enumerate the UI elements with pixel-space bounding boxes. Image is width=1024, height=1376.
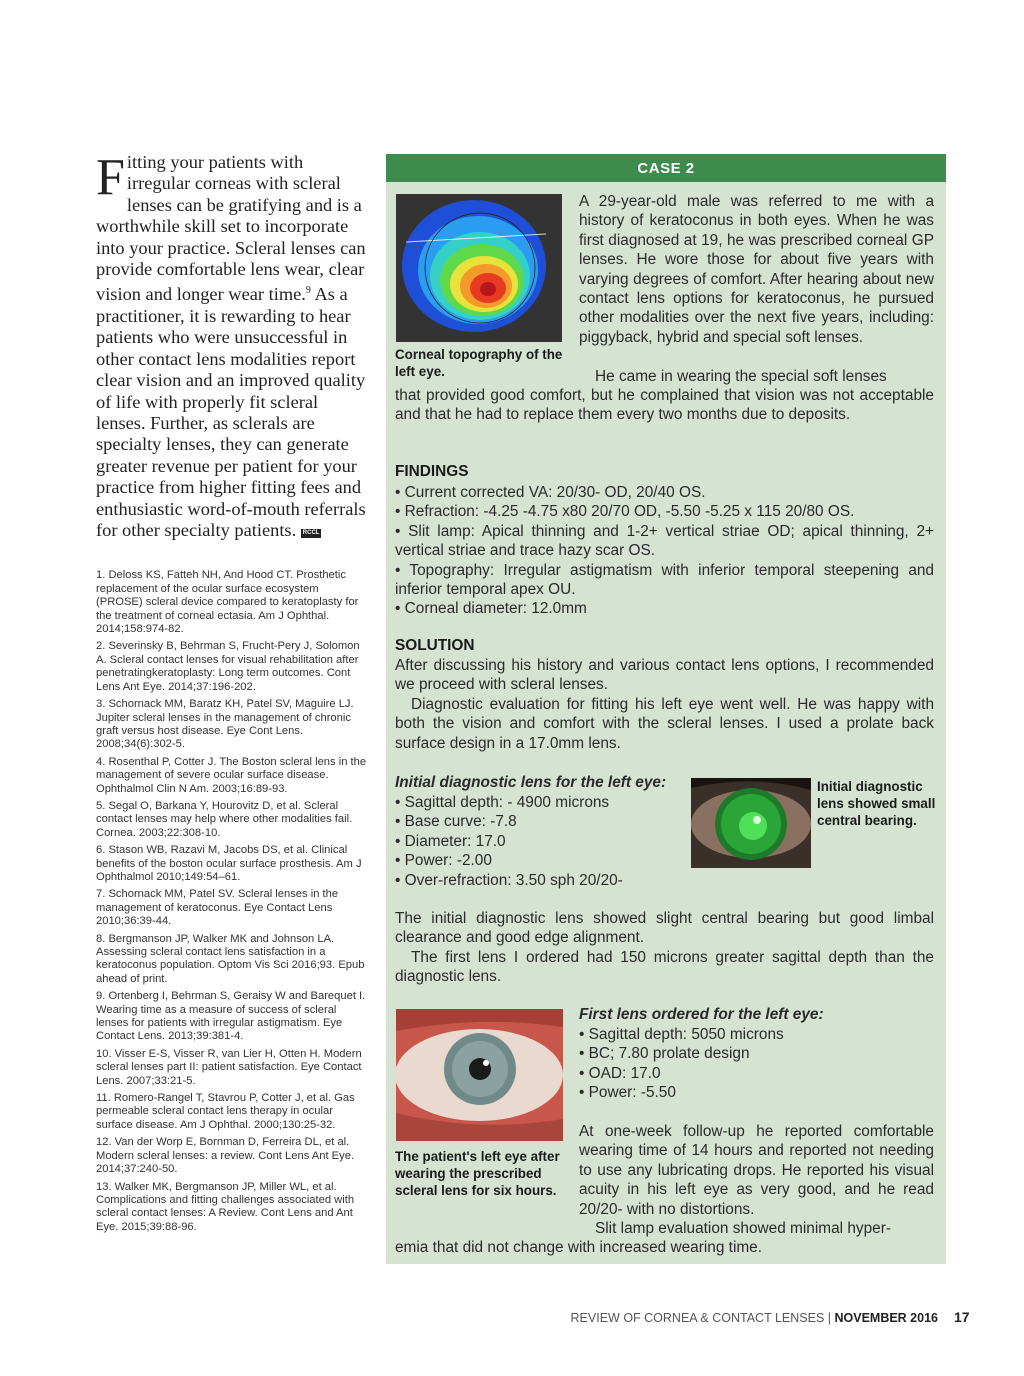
- first-lens-list: [579, 1025, 934, 1103]
- reference-item: 7. Schornack MM, Patel SV. Scleral lenses in the management of keratoconus. Eye Contact Lens 2010;36:39-44.: [96, 888, 339, 928]
- diagnostic-item: • Sagittal depth: - 4900 microns: [395, 794, 610, 811]
- reference-item: 6. Stason WB, Razavi M, Jacobs DS, et al. Clinical benefits of the boston ocular surface prosthesis. Am J Ophthalmol 2010;149:54–61.: [96, 844, 362, 883]
- footer-separator: |: [824, 1311, 835, 1325]
- reference-item: 5. Segal O, Barkana Y, Hourovitz D, et al. Scleral contact lenses may help where other modalities fail. Cornea. 2003;22:308-10.: [96, 799, 353, 839]
- first-lens-item: • Sagittal depth: 5050 microns: [579, 1026, 784, 1043]
- solution-heading: SOLUTION: [395, 637, 475, 654]
- finding-item: • Corneal diameter: 12.0mm: [395, 600, 587, 618]
- followup-paragraph: At one-week follow-up he reported comfortable wearing time of 14 hours and reported not needing to use any lubricating drops. He reported his visual acuity in his left eye as very good, and he read 20/20- with no distortions.: [579, 1123, 934, 1218]
- finding-item: • Current corrected VA: 20/30- OD, 20/40 OS.: [395, 484, 706, 501]
- rccl-logo: RCCL: [302, 530, 320, 537]
- finding-item: • Topography: Irregular astigmatism with inferior temporal steepening and inferior temporal apex OU.: [395, 561, 934, 599]
- eye-fluorescein-icon: [691, 778, 811, 868]
- topography-map-icon: [396, 194, 562, 342]
- findings-heading: FINDINGS: [395, 463, 469, 480]
- reference-item: 13. Walker MK, Bergmanson JP, Miller WL, et al. Complications and fitting challenges associated with scleral contact lenses: A Review. Cont Lens and Ant Eye. 2015;39:88-96.: [96, 1180, 355, 1233]
- fluorescein-eye-image: [691, 778, 811, 868]
- reference-item: 10. Visser E-S, Visser R, van Lier H, Otten H. Modern scleral lenses part II: patient satisfaction. Eye Contact Lens. 2007;33:21-5.: [96, 1047, 362, 1087]
- journal-name: REVIEW OF CORNEA & CONTACT LENSES: [570, 1311, 825, 1325]
- case-sidebar: [386, 154, 946, 1264]
- diagnostic-caption: Initial diagnostic lens showed small central bearing.: [817, 779, 936, 828]
- followup-paragraph-2-start: Slit lamp evaluation showed minimal hyper-: [595, 1220, 891, 1237]
- case-intro: A 29-year-old male was referred to me with a history of keratoconus in both eyes. When he was first diagnosed at 19, he was prescribed corneal GP lenses. He wore those for about five years with varying degrees of comfort. After hearing about new contact lens options for keratoconus, he pursued other modalities over the next five years, including: piggyback, hybrid and special soft lenses.: [579, 193, 934, 346]
- left-column: [96, 149, 368, 1238]
- first-lens-item: • Power: -5.50: [579, 1084, 676, 1102]
- reference-item: 8. Bergmanson JP, Walker MK and Johnson LA. Assessing scleral contact lens satisfaction in a keratoconus population. Optom Vis Sci 2016;93. Epub ahead of print.: [96, 932, 365, 985]
- page-number: 17: [954, 1309, 970, 1325]
- issue-date: NOVEMBER 2016: [834, 1311, 938, 1325]
- topography-image: [396, 194, 562, 342]
- diagnostic-paragraph-2: The first lens I ordered had 150 microns greater sagittal depth than the diagnostic lens.: [395, 949, 934, 986]
- case-title: CASE 2: [386, 154, 946, 182]
- reference-item: 11. Romero-Rangel T, Stavrou P, Cotter J, et al. Gas permeable scleral contact lens therapy in ocular surface disease. Am J Ophthal. 2000;130:25-32.: [96, 1092, 355, 1131]
- references-list: [96, 569, 368, 1234]
- reference-item: 4. Rosenthal P, Cotter J. The Boston scleral lens in the management of severe ocular surface disease. Ophthalmol Clin N Am. 2003;16:89-93.: [96, 755, 367, 795]
- reference-item: 9. Ortenberg I, Behrman S, Geraisy W and Barequet I. Wearing time as a measure of success of scleral lenses for patients with irregular astigmatism. Eye Contact Lens. 2013;39:381-4.: [96, 990, 366, 1043]
- page-footer: [571, 1311, 938, 1325]
- intro-paragraph: [96, 149, 368, 541]
- diagnostic-lens-heading: Initial diagnostic lens for the left eye:: [395, 774, 667, 791]
- intro-text-2: As a practitioner, it is rewarding to hear patients who were unsuccessful in other contact lens modalities report clear vision and an improved quality of life with properly fit scleral lenses. Further, as sclerals are specialty lenses, they can generate greater revenue per patient for your practice from higher fitting fees and enthusiastic word-of-mouth referrals for other specialty patients.: [96, 284, 366, 541]
- topography-caption: Corneal topography of the left eye.: [395, 347, 563, 379]
- diagnostic-paragraph-1: The initial diagnostic lens showed slight central bearing but good limbal clearance and good edge alignment.: [395, 910, 934, 947]
- solution-paragraph-1: After discussing his history and various contact lens options, I recommended we proceed with scleral lenses.: [395, 657, 934, 694]
- diagnostic-lens-list: [395, 793, 685, 890]
- diagnostic-item: • Power: -2.00: [395, 852, 492, 870]
- diagnostic-item: • Over-refraction: 3.50 sph 20/20-: [395, 871, 623, 889]
- reference-item: 3. Schornack MM, Baratz KH, Patel SV, Maguire LJ. Jupiter scleral lenses in the management of chronic graft versus host disease. Eye Cont Lens. 2008;34(6):302-5.: [96, 698, 354, 751]
- intro-text: itting your patients with irregular corneas with scleral lenses can be gratifying and is a worthwhile skill set to incorporate into your practice. Scleral lenses can provide comfortable lens wear, clear vision and longer wear time.: [96, 152, 366, 305]
- case-intro-2-rest: that provided good comfort, but he complained that vision was not acceptable and that he had to replace them every two months due to deposits.: [395, 387, 934, 424]
- findings-list: [395, 483, 934, 619]
- solution-paragraph-2: Diagnostic evaluation for fitting his left eye went well. He was happy with both the vision and comfort with the scleral lenses. I used a prolate back surface design in a 17.0mm lens.: [395, 696, 934, 752]
- first-lens-item: • OAD: 17.0: [579, 1064, 661, 1082]
- left-eye-photo: [396, 1009, 563, 1141]
- drop-cap: F: [96, 149, 125, 206]
- finding-item: • Slit lamp: Apical thinning and 1-2+ vertical striae OD; apical thinning, 2+ vertical striae and trace hazy scar OS.: [395, 522, 934, 560]
- followup-paragraph-2-rest: emia that did not change with increased wearing time.: [395, 1239, 763, 1256]
- diagnostic-item: • Base curve: -7.8: [395, 813, 517, 831]
- reference-item: 2. Severinsky B, Behrman S, Frucht-Pery J, Solomon A. Scleral contact lenses for visual rehabilitation after penetratingkeratoplasty: Long term outcomes. Cont Lens Ant Eye. 2014;37:196-202.: [96, 640, 360, 693]
- eye-photo-icon: [396, 1009, 563, 1141]
- first-lens-heading: First lens ordered for the left eye:: [579, 1006, 824, 1023]
- eye-photo-caption: The patient's left eye after wearing the prescribed scleral lens for six hours.: [395, 1149, 560, 1198]
- reference-item: 1. Deloss KS, Fatteh NH, And Hood CT. Prosthetic replacement of the ocular surface ecosystem (PROSE) scleral device compared to keratoplasty for the treatment of corneal ectasia. Am J Ophthal. 2014;158:974-82.: [96, 569, 359, 636]
- case-intro-2-start: He came in wearing the special soft lenses: [595, 368, 887, 385]
- diagnostic-item: • Diameter: 17.0: [395, 832, 506, 850]
- reference-item: 12. Van der Worp E, Bornman D, Ferreira DL, et al. Modern scleral lenses: a review. Cont Lens Ant Eye. 2014;37:240-50.: [96, 1136, 355, 1176]
- finding-item: • Refraction: -4.25 -4.75 x80 20/70 OD, -5.50 -5.25 x 115 20/80 OS.: [395, 503, 855, 521]
- citation-sup: 9: [305, 285, 311, 297]
- first-lens-item: • BC; 7.80 prolate design: [579, 1045, 750, 1063]
